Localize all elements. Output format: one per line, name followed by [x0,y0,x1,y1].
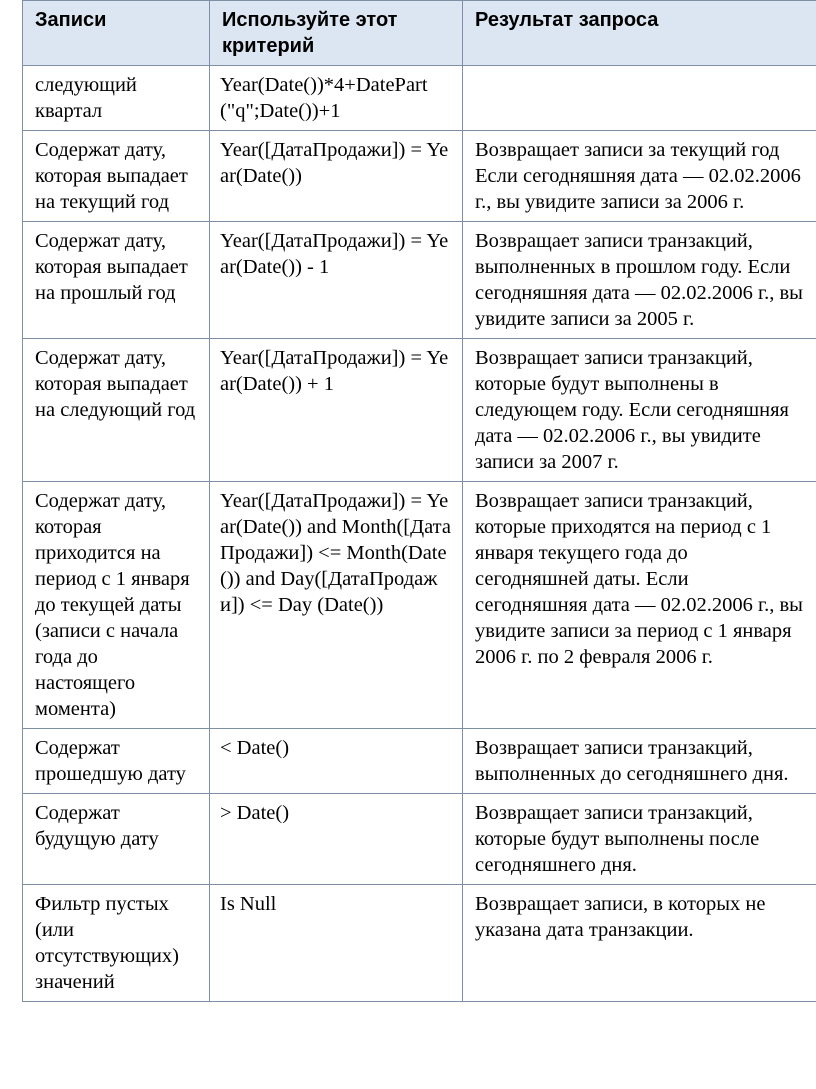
criterion-cell: Is Null [210,885,463,1002]
result-line: выполненных до сегодняшнего дня. [475,763,789,785]
result-line: которые будут выполнены после [475,828,760,850]
result-line: Возвращает записи транзакций, [475,737,753,759]
result-line: Возвращает записи транзакций, [475,230,753,252]
result-line: увидите записи за период с 1 января [475,620,792,642]
criteria-table [22,0,816,1002]
records-cell: Содержат дату, которая выпадает на прошлый год [23,222,210,339]
result-line: сегодняшняя дата — 02.02.2006 г., вы [475,282,803,304]
criterion-cell: Year([ДатаПродажи]) = Year(Date()) + 1 [210,339,463,482]
criterion-cell: > Date() [210,794,463,885]
header-row [23,1,816,66]
result-line: Возвращает записи транзакций, [475,347,753,369]
result-cell [463,885,816,1002]
table-row [23,794,816,885]
result-cell [463,131,816,222]
records-cell: Содержат прошедшую дату [23,729,210,794]
result-cell [463,482,816,729]
records-cell: следующий квартал [23,66,210,131]
result-cell [463,729,816,794]
table-row [23,729,816,794]
result-line: которые приходятся на период с 1 [475,516,772,538]
result-line: увидите записи за 2005 г. [475,308,695,330]
records-cell: Содержат будущую дату [23,794,210,885]
criterion-cell: Year([ДатаПродажи]) = Year(Date()) and Month([ДатаПродажи]) <= Month(Date()) and Day([ДатаПродажи]) <= Day (Date()) [210,482,463,729]
header-result: Результат запроса [463,1,816,66]
result-line: Если сегодняшняя дата — 02.02.2006 [475,165,801,187]
result-line: сегодняшняя дата — 02.02.2006 г., вы [475,594,803,616]
result-line: Возвращает записи транзакций, [475,802,753,824]
table-row [23,339,816,482]
result-line: записи за 2007 г. [475,451,619,473]
criterion-cell: Year(Date())*4+DatePart("q";Date())+1 [210,66,463,131]
result-line: Возвращает записи за текущий год [475,139,780,161]
records-cell: Содержат дату, которая выпадает на следующий год [23,339,210,482]
header-criterion: Используйте этот критерий [210,1,463,66]
result-line: 2006 г. по 2 февраля 2006 г. [475,646,713,668]
records-cell: Фильтр пустых (или отсутствующих) значений [23,885,210,1002]
table-row [23,66,816,131]
table-row [23,482,816,729]
header-records: Записи [23,1,210,66]
result-line: следующем году. Если сегодняшняя [475,399,789,421]
result-line: сегодняшнего дня. [475,854,637,876]
result-line: января текущего года до [475,542,688,564]
result-line: которые будут выполнены в [475,373,719,395]
table-row [23,131,816,222]
records-cell: Содержат дату, которая выпадает на текущий год [23,131,210,222]
result-line: указана дата транзакции. [475,919,694,941]
criterion-cell: < Date() [210,729,463,794]
criterion-cell: Year([ДатаПродажи]) = Year(Date()) [210,131,463,222]
result-cell [463,794,816,885]
result-line: сегодняшней даты. Если [475,568,689,590]
result-cell [463,66,816,131]
result-line: г., вы увидите записи за 2006 г. [475,191,745,213]
result-cell [463,339,816,482]
result-line: Возвращает записи, в которых не [475,893,766,915]
table-row [23,885,816,1002]
criterion-cell: Year([ДатаПродажи]) = Year(Date()) - 1 [210,222,463,339]
result-cell [463,222,816,339]
records-cell: Содержат дату, которая приходится на период с 1 января до текущей даты (записи с начала года до настоящего момента) [23,482,210,729]
result-line: Возвращает записи транзакций, [475,490,753,512]
table-row [23,222,816,339]
result-line: выполненных в прошлом году. Если [475,256,791,278]
result-line: дата — 02.02.2006 г., вы увидите [475,425,761,447]
